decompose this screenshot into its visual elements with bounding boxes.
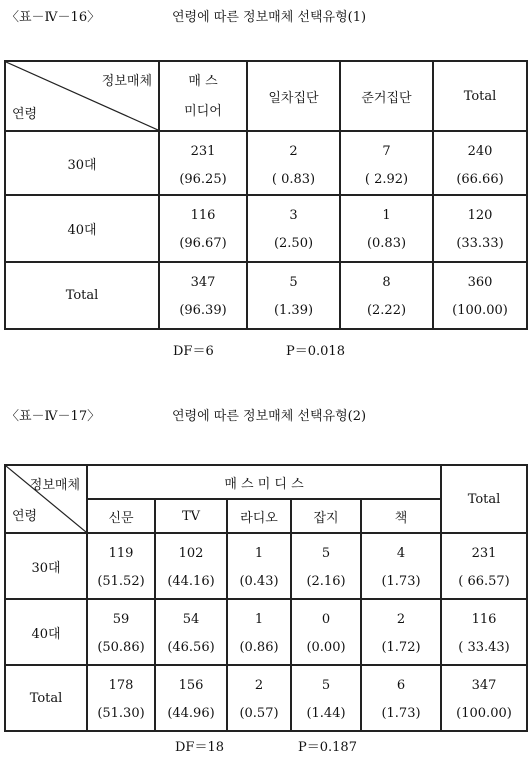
data-cell: [227, 599, 291, 665]
table-row: [5, 195, 527, 262]
header-book: 책: [361, 499, 441, 533]
percent-value: (2.16): [306, 574, 346, 589]
table17-p-value: P＝0.187: [298, 740, 357, 755]
data-cell: [361, 533, 441, 599]
data-cell: [159, 131, 247, 195]
count-value: 7: [382, 144, 391, 159]
header-tv: TV: [155, 499, 227, 533]
data-cell: [441, 599, 527, 665]
count-value: 1: [254, 546, 264, 561]
table16-title: 연령에 따른 정보매체 선택유형(1): [172, 10, 367, 25]
count-value: 8: [382, 275, 391, 290]
data-cell: [361, 665, 441, 731]
row-label: 40대: [5, 195, 159, 262]
row-label: 40대: [5, 599, 87, 665]
count-value: 156: [178, 678, 204, 693]
percent-value: (44.96): [167, 706, 215, 721]
table16: [4, 60, 528, 330]
corner-top-label: 정보매체: [29, 478, 80, 493]
header-line-2: 미디어: [184, 104, 222, 119]
data-cell: [340, 131, 433, 195]
table17-corner-header: [5, 465, 87, 533]
count-value: 59: [112, 612, 130, 627]
data-cell: [155, 665, 227, 731]
count-value: 1: [382, 208, 391, 223]
percent-value: (96.25): [179, 172, 227, 187]
count-value: 5: [289, 275, 298, 290]
data-cell: [227, 533, 291, 599]
header-mass-media: [159, 61, 247, 131]
row-label: Total: [5, 262, 159, 329]
data-cell: [340, 195, 433, 262]
count-value: 178: [108, 678, 134, 693]
table17-df: DF＝18: [175, 740, 224, 755]
count-value: 2: [289, 144, 298, 159]
count-value: 231: [471, 546, 497, 561]
table17-title: 연령에 따른 정보매체 선택유형(2): [172, 409, 367, 424]
row-label: Total: [5, 665, 87, 731]
percent-value: ( 2.92): [364, 172, 409, 187]
header-newspaper: 신문: [87, 499, 155, 533]
data-cell: [441, 533, 527, 599]
count-value: 102: [178, 546, 204, 561]
table-row: [5, 533, 527, 599]
percent-value: (33.33): [456, 236, 504, 251]
count-value: 3: [289, 208, 298, 223]
count-value: 2: [396, 612, 406, 627]
percent-value: (44.16): [167, 574, 215, 589]
data-cell: [247, 195, 340, 262]
data-cell: [433, 131, 527, 195]
percent-value: (2.50): [273, 236, 314, 251]
data-cell: [433, 262, 527, 329]
count-value: 6: [396, 678, 406, 693]
data-cell: [159, 262, 247, 329]
count-value: 347: [190, 275, 216, 290]
table-row: [5, 262, 527, 329]
count-value: 116: [190, 208, 216, 223]
count-value: 5: [321, 678, 331, 693]
data-cell: [340, 262, 433, 329]
count-value: 0: [321, 612, 331, 627]
percent-value: ( 0.83): [271, 172, 316, 187]
percent-value: (0.00): [306, 640, 346, 655]
count-value: 116: [471, 612, 497, 627]
percent-value: (46.56): [167, 640, 215, 655]
table16-label: 〈표－Ⅳ－16〉: [6, 10, 101, 25]
header-total: Total: [433, 61, 527, 131]
percent-value: (51.30): [97, 706, 145, 721]
data-cell: [87, 665, 155, 731]
percent-value: (1.72): [381, 640, 421, 655]
data-cell: [155, 533, 227, 599]
header-total: Total: [441, 465, 527, 533]
percent-value: (100.00): [456, 706, 512, 721]
percent-value: (0.57): [239, 706, 279, 721]
count-value: 231: [190, 144, 216, 159]
count-value: 2: [254, 678, 264, 693]
percent-value: (100.00): [452, 303, 508, 318]
percent-value: (0.86): [239, 640, 279, 655]
corner-bottom-label: 연령: [12, 107, 38, 122]
percent-value: (1.44): [306, 706, 346, 721]
data-cell: [441, 665, 527, 731]
header-primary-group: 일차집단: [247, 61, 340, 131]
data-cell: [291, 599, 361, 665]
header-line-1: 매 스: [188, 74, 218, 89]
count-value: 347: [471, 678, 497, 693]
header-mass-media-group: 매 스 미 디 스: [87, 465, 441, 499]
table-row: [5, 131, 527, 195]
count-value: 4: [396, 546, 406, 561]
table17: [4, 464, 528, 732]
data-cell: [433, 195, 527, 262]
percent-value: (50.86): [97, 640, 145, 655]
data-cell: [247, 131, 340, 195]
percent-value: (51.52): [97, 574, 145, 589]
count-value: 54: [182, 612, 200, 627]
row-label: 30대: [5, 533, 87, 599]
percent-value: (0.83): [366, 236, 407, 251]
table16-df: DF＝6: [173, 344, 214, 359]
percent-value: (1.39): [273, 303, 314, 318]
count-value: 120: [467, 208, 493, 223]
percent-value: (2.22): [366, 303, 407, 318]
row-label: 30대: [5, 131, 159, 195]
table-row: [5, 665, 527, 731]
table17-label: 〈표－Ⅳ－17〉: [6, 409, 101, 424]
count-value: 240: [467, 144, 493, 159]
percent-value: (0.43): [239, 574, 279, 589]
data-cell: [291, 665, 361, 731]
corner-top-label: 정보매체: [101, 74, 152, 89]
table16-p-value: P＝0.018: [286, 344, 345, 359]
percent-value: (1.73): [381, 574, 421, 589]
data-cell: [291, 533, 361, 599]
percent-value: (1.73): [381, 706, 421, 721]
percent-value: ( 66.57): [458, 574, 510, 589]
header-magazine: 잡지: [291, 499, 361, 533]
corner-bottom-label: 연령: [12, 509, 38, 524]
data-cell: [87, 599, 155, 665]
data-cell: [159, 195, 247, 262]
table-row: [5, 599, 527, 665]
data-cell: [361, 599, 441, 665]
header-radio: 라디오: [227, 499, 291, 533]
data-cell: [227, 665, 291, 731]
percent-value: (96.67): [179, 236, 227, 251]
data-cell: [87, 533, 155, 599]
count-value: 5: [321, 546, 331, 561]
count-value: 360: [467, 275, 493, 290]
data-cell: [155, 599, 227, 665]
data-cell: [247, 262, 340, 329]
percent-value: ( 33.43): [458, 640, 510, 655]
percent-value: (66.66): [456, 172, 504, 187]
header-reference-group: 준거집단: [340, 61, 433, 131]
percent-value: (96.39): [179, 303, 227, 318]
count-value: 1: [254, 612, 264, 627]
table16-corner-header: [5, 61, 159, 131]
count-value: 119: [108, 546, 134, 561]
